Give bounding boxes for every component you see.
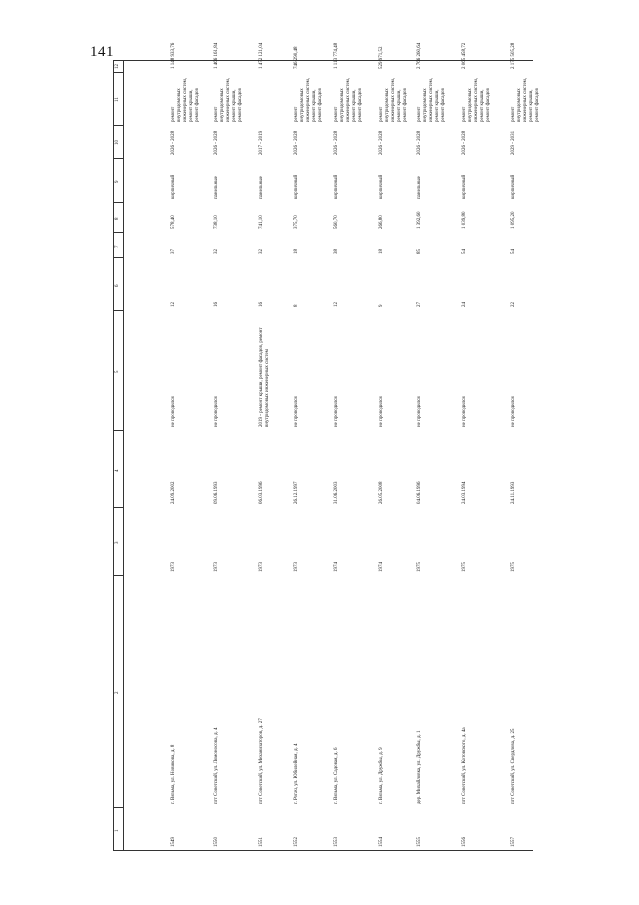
cell-date: 26.05.2008 <box>379 481 384 504</box>
cell-address: пгт Советский, ул. Свердлова, д. 25 <box>511 728 516 804</box>
cell-repair: не проводился <box>294 396 299 427</box>
cell-area: 741,10 <box>259 215 264 229</box>
cell-address: г. Вязьма, ул. Новикова, д. 8 <box>171 744 176 804</box>
cell-address: г. Рогач, ул. Юбилейная, д. 4 <box>294 743 299 804</box>
cell-period: 2029 - 2031 <box>511 130 516 155</box>
cell-works: ремонт внутридомовых инженерных систем, ремонт крыши, ремонт фасадов <box>417 77 446 122</box>
column-number: 10 <box>115 139 120 145</box>
cell-n: 1557 <box>511 837 516 847</box>
cell-cost: 529 971,52 <box>379 46 384 69</box>
column-rule <box>113 575 123 576</box>
cell-cost: 1 466 161,84 <box>214 42 219 69</box>
column-rule <box>113 72 123 73</box>
cell-material: кирпичный <box>171 174 176 199</box>
cell-n: 1550 <box>214 837 219 847</box>
cell-area: 1 095,20 <box>511 211 516 229</box>
cell-address: пгт Советский, ул. Котовского, д. 4а <box>462 727 467 804</box>
column-rule <box>113 232 123 233</box>
column-rule <box>113 125 123 126</box>
cell-works: ремонт внутридомовых инженерных систем, ремонт крыши, ремонт фасадов <box>171 77 200 122</box>
header-rule <box>113 60 114 850</box>
cell-floors: 12 <box>334 302 339 307</box>
cell-repair: не проводился <box>417 396 422 427</box>
column-rule <box>113 507 123 508</box>
cell-cost: 1 148 933,76 <box>171 42 176 69</box>
column-number: 2 <box>115 691 120 694</box>
cell-date: 26.12.1997 <box>294 481 299 504</box>
cell-cost: 1 113 774,48 <box>334 42 339 69</box>
cell-material: панельные <box>214 176 219 199</box>
cell-n: 1555 <box>417 837 422 847</box>
cell-address: пгт Советский, ул. Ломоносова, д. 4 <box>214 727 219 804</box>
cell-date: 24.09.2002 <box>171 481 176 504</box>
cell-repair: не проводился <box>462 396 467 427</box>
column-number: 5 <box>115 370 120 373</box>
cell-date: 24.03.1994 <box>462 481 467 504</box>
cell-floors: 27 <box>417 302 422 307</box>
cell-area: 375,70 <box>294 215 299 229</box>
column-number: 11 <box>115 96 120 102</box>
cell-year: 1974 <box>334 562 339 572</box>
cell-year: 1975 <box>511 562 516 572</box>
cell-n: 1551 <box>259 837 264 847</box>
cell-cost: 1 472 121,04 <box>259 42 264 69</box>
column-number: 12 <box>115 64 120 69</box>
column-rule <box>113 202 123 203</box>
cell-material: панельные <box>417 176 422 199</box>
cell-apts: 38 <box>334 249 339 254</box>
cell-year: 1975 <box>462 562 467 572</box>
cell-period: 2026 - 2028 <box>214 130 219 155</box>
column-number: 1 <box>115 829 120 832</box>
cell-year: 1973 <box>171 562 176 572</box>
cell-material: кирпичный <box>334 174 339 199</box>
cell-floors: 16 <box>214 302 219 307</box>
cell-works: ремонт внутридомовых инженерных систем, ремонт крыши, ремонт фасадов <box>294 77 323 122</box>
cell-floors: 24 <box>462 302 467 307</box>
cell-n: 1553 <box>334 837 339 847</box>
cell-n: 1554 <box>379 837 384 847</box>
cell-address: г. Вязьма, ул. Садовая, д. 6 <box>334 747 339 804</box>
cell-apts: 37 <box>171 249 176 254</box>
cell-address: г. Вязьма, ул. Дружбы, д. 9 <box>379 747 384 804</box>
column-rule <box>113 257 123 258</box>
cell-area: 560,70 <box>334 215 339 229</box>
cell-works: ремонт внутридомовых инженерных систем, ремонт крыши, ремонт фасадов <box>462 77 491 122</box>
cell-apts: 32 <box>214 249 219 254</box>
cell-date: 09.06.1993 <box>214 481 219 504</box>
cell-year: 1973 <box>259 562 264 572</box>
cell-period: 2017 - 2019 <box>259 130 264 155</box>
cell-floors: 12 <box>171 302 176 307</box>
column-rule <box>113 807 123 808</box>
column-number: 6 <box>115 284 120 287</box>
column-number: 3 <box>115 541 120 544</box>
cell-date: 24.11.1993 <box>511 481 516 504</box>
cell-works: ремонт внутридомовых инженерных систем, ремонт крыши, ремонт фасадов <box>511 77 540 122</box>
cell-date: 04.06.1996 <box>417 481 422 504</box>
column-rule <box>113 430 123 431</box>
cell-apts: 85 <box>417 249 422 254</box>
cell-repair: не проводился <box>379 396 384 427</box>
cell-material: кирпичный <box>462 174 467 199</box>
column-number: 4 <box>115 469 120 472</box>
cell-n: 1556 <box>462 837 467 847</box>
cell-area: 738,10 <box>214 215 219 229</box>
cell-floors: 8 <box>294 304 299 307</box>
cell-period: 2026 - 2028 <box>171 130 176 155</box>
cell-area: 1 039,80 <box>462 211 467 229</box>
cell-area: 266,80 <box>379 215 384 229</box>
cell-cost: 2 175 505,28 <box>511 42 516 69</box>
cell-material: кирпичный <box>294 174 299 199</box>
cell-repair: 2019 - ремонт крыши, ремонт фасадов, ремонт внутридомовых инженерных систем <box>259 327 270 427</box>
cell-works: ремонт внутридомовых инженерных систем, ремонт крыши, ремонт фасадов <box>214 77 243 122</box>
cell-period: 2026 - 2028 <box>417 130 422 155</box>
column-rule <box>113 850 533 851</box>
column-number: 9 <box>115 180 120 183</box>
header-rule <box>123 60 124 850</box>
cell-date: 31.06.2003 <box>334 481 339 504</box>
cell-n: 1549 <box>171 837 176 847</box>
cell-period: 2026 - 2028 <box>294 130 299 155</box>
cell-area: 1 392,60 <box>417 211 422 229</box>
column-rule <box>113 310 123 311</box>
cell-repair: не проводился <box>334 396 339 427</box>
cell-period: 2026 - 2028 <box>334 130 339 155</box>
cell-area: 578,40 <box>171 215 176 229</box>
cell-repair: не проводился <box>214 396 219 427</box>
cell-year: 1974 <box>379 562 384 572</box>
column-number: 7 <box>115 245 120 248</box>
cell-n: 1552 <box>294 837 299 847</box>
cell-cost: 2 065 458,72 <box>462 42 467 69</box>
cell-material: кирпичный <box>379 174 384 199</box>
cell-repair: не проводился <box>171 396 176 427</box>
cell-works: ремонт внутридомовых инженерных систем, ремонт крыши, ремонт фасадов <box>334 77 363 122</box>
column-number: 8 <box>115 217 120 220</box>
cell-apts: 18 <box>294 249 299 254</box>
cell-year: 1973 <box>294 562 299 572</box>
cell-repair: не проводился <box>511 396 516 427</box>
cell-floors: 22 <box>511 302 516 307</box>
cell-cost: 746 290,48 <box>294 46 299 69</box>
cell-period: 2026 - 2028 <box>379 130 384 155</box>
cell-material: кирпичный <box>511 174 516 199</box>
cell-year: 1975 <box>417 562 422 572</box>
cell-apts: 54 <box>462 249 467 254</box>
cell-floors: 9 <box>379 304 384 307</box>
page-number: 141 <box>90 44 114 60</box>
cell-date: 06.03.1996 <box>259 481 264 504</box>
cell-address: дер. Михайловка, ул. Дружбы, д. 1 <box>417 730 422 804</box>
cell-apts: 32 <box>259 249 264 254</box>
cell-material: панельные <box>259 176 264 199</box>
cell-cost: 2 766 260,64 <box>417 42 422 69</box>
cell-address: пгт Советский, ул. Механизаторов, д. 27 <box>259 718 264 804</box>
column-rule <box>113 158 123 159</box>
cell-year: 1973 <box>214 562 219 572</box>
cell-floors: 16 <box>259 302 264 307</box>
cell-apts: 54 <box>511 249 516 254</box>
cell-works: ремонт внутридомовых инженерных систем, ремонт крыши, ремонт фасадов <box>379 77 408 122</box>
register-table <box>113 42 540 850</box>
cell-apts: 18 <box>379 249 384 254</box>
cell-period: 2026 - 2028 <box>462 130 467 155</box>
